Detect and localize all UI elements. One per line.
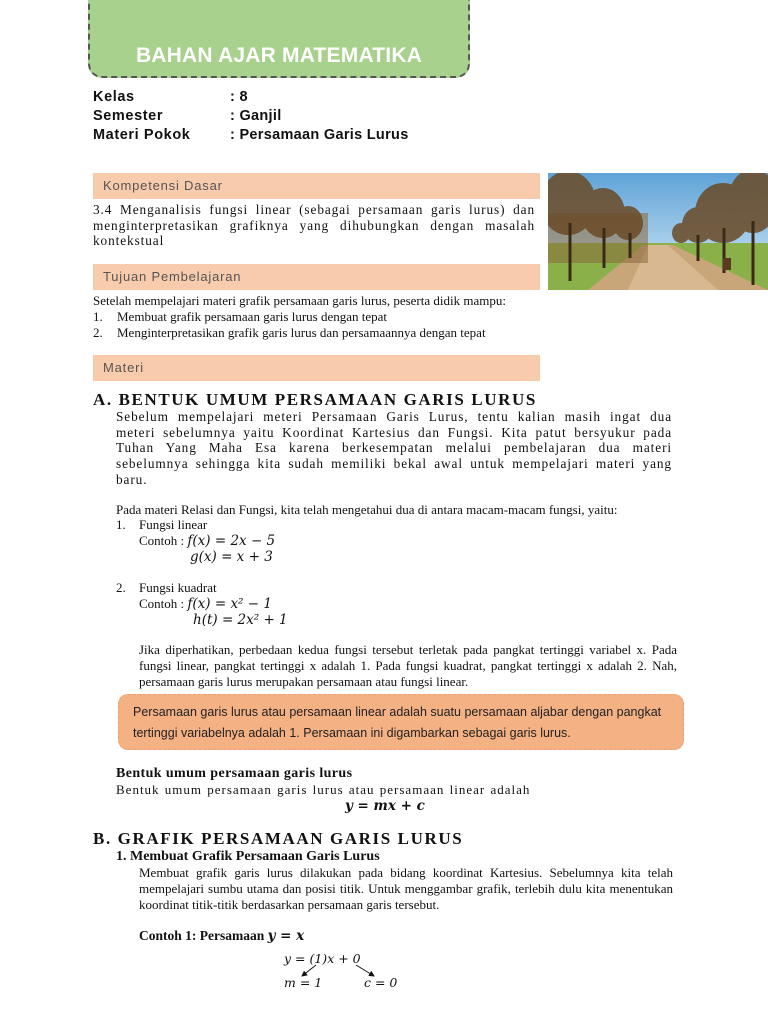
info-value: : 8 bbox=[230, 89, 248, 105]
section-a-paragraph-2: Pada materi Relasi dan Fungsi, kita telah mengetahui dua di antara macam-macam fungsi, yaitu: bbox=[116, 502, 618, 517]
info-label: Semester bbox=[93, 108, 164, 124]
info-label: Materi Pokok bbox=[93, 127, 191, 143]
list-text: Membuat grafik persamaan garis lurus dengan tepat bbox=[117, 309, 388, 324]
section-a-paragraph-1: Sebelum mempelajari meteri Persamaan Garis Lurus, tentu kalian masih ingat dua meteri sebelumnya yaitu Koordinat Kartesius dan Fungsi. Kita patut bersyukur pada Tuhan Yang Maha Esa karena berkesempatan melalui pembelajaran dua materi sebelumnya sehingga kita sudah memiliki bekal awal untuk mempelajari materi yang baru. bbox=[116, 409, 672, 487]
kompetensi-text: 3.4 Menganalisis fungsi linear (sebagai persamaan garis lurus) dan menginterpretasikan grafiknya yang dihubungkan dengan masalah kontekstual bbox=[93, 202, 535, 249]
general-formula: y = mx + c bbox=[345, 798, 425, 814]
contoh-row bbox=[193, 612, 288, 628]
decomposed-equation: y = (1)x + 0 bbox=[284, 951, 361, 966]
contoh-row bbox=[190, 549, 273, 565]
list-number: 1. bbox=[116, 517, 126, 532]
tree-lined-path-photo bbox=[548, 173, 768, 290]
list-number: 1. bbox=[93, 309, 103, 324]
equation: f(x) = 2x − 5 bbox=[187, 533, 276, 549]
list-text: Menginterpretasikan grafik garis lurus dan persamaannya dengan tepat bbox=[117, 325, 486, 340]
info-row-kelas bbox=[93, 88, 409, 107]
equation: h(t) = 2x² + 1 bbox=[193, 612, 288, 628]
section-bar-tujuan: Tujuan Pembelajaran bbox=[93, 264, 540, 290]
section-a-heading: A. BENTUK UMUM PERSAMAAN GARIS LURUS bbox=[93, 390, 537, 409]
info-table bbox=[93, 88, 409, 145]
tujuan-item bbox=[93, 325, 553, 341]
section-bar-materi: Materi bbox=[93, 355, 540, 381]
m-value: m = 1 bbox=[284, 975, 323, 990]
contoh-row bbox=[139, 533, 275, 549]
tujuan-intro: Setelah mempelajari materi grafik persamaan garis lurus, peserta didik mampu: bbox=[93, 293, 506, 308]
equation: g(x) = x + 3 bbox=[190, 549, 273, 565]
fungsi-list-item bbox=[116, 580, 217, 596]
info-value: : Ganjil bbox=[230, 108, 282, 124]
section-bar-kompetensi: Kompetensi Dasar bbox=[93, 173, 540, 199]
bentuk-umum-heading: Bentuk umum persamaan garis lurus bbox=[116, 766, 353, 781]
contoh-label: Contoh : bbox=[139, 533, 185, 548]
list-number: 2. bbox=[93, 325, 103, 340]
c-value: c = 0 bbox=[364, 975, 398, 990]
definition-callout: Persamaan garis lurus atau persamaan linear adalah suatu persamaan aljabar dengan pangkat tertinggi variabelnya adalah 1. Persamaan ini digambarkan sebagai garis lurus. bbox=[118, 694, 684, 750]
bentuk-umum-text: Bentuk umum persamaan garis lurus atau persamaan linear adalah bbox=[116, 782, 531, 797]
contoh-label: Contoh : bbox=[139, 596, 185, 611]
section-b-subheading: 1. Membuat Grafik Persamaan Garis Lurus bbox=[116, 849, 380, 864]
tujuan-item bbox=[93, 309, 553, 325]
section-b-paragraph-1: Membuat grafik garis lurus dilakukan pada bidang koordinat Kartesius. Sebelumnya kita telah mempelajari sumbu utama dan posisi titik. Untuk menggambar grafik, terlebih dulu kita menentukan koordinat titik-titik berdasarkan persamaan garis tersebut. bbox=[139, 865, 673, 912]
section-a-paragraph-3: Jika diperhatikan, perbedaan kedua fungsi tersebut terletak pada pangkat tertinggi variabel x. Pada fungsi linear, pangkat tertinggi x adalah 1. Pada fungsi kuadrat, pangkat tertinggi x adalah 2. Nah, persamaan garis lurus merupakan persamaan atau fungsi linear. bbox=[139, 642, 677, 689]
info-label: Kelas bbox=[93, 89, 135, 105]
info-value: : Persamaan Garis Lurus bbox=[230, 127, 409, 143]
contoh-1-heading bbox=[139, 928, 304, 944]
contoh-1-label: Contoh 1: Persamaan bbox=[139, 928, 265, 943]
info-row-materi bbox=[93, 126, 409, 145]
equation: f(x) = x² − 1 bbox=[187, 596, 272, 612]
contoh-row bbox=[139, 596, 272, 612]
fungsi-name: Fungsi linear bbox=[139, 517, 208, 532]
section-b-heading: B. GRAFIK PERSAMAAN GARIS LURUS bbox=[93, 829, 464, 848]
document-title: BAHAN AJAR MATEMATIKA bbox=[135, 44, 423, 67]
contoh-1-equation: y = x bbox=[267, 928, 305, 944]
title-banner bbox=[88, 0, 470, 78]
fungsi-name: Fungsi kuadrat bbox=[139, 580, 217, 595]
list-number: 2. bbox=[116, 580, 126, 595]
info-row-semester bbox=[93, 107, 409, 126]
fungsi-list-item bbox=[116, 517, 207, 533]
